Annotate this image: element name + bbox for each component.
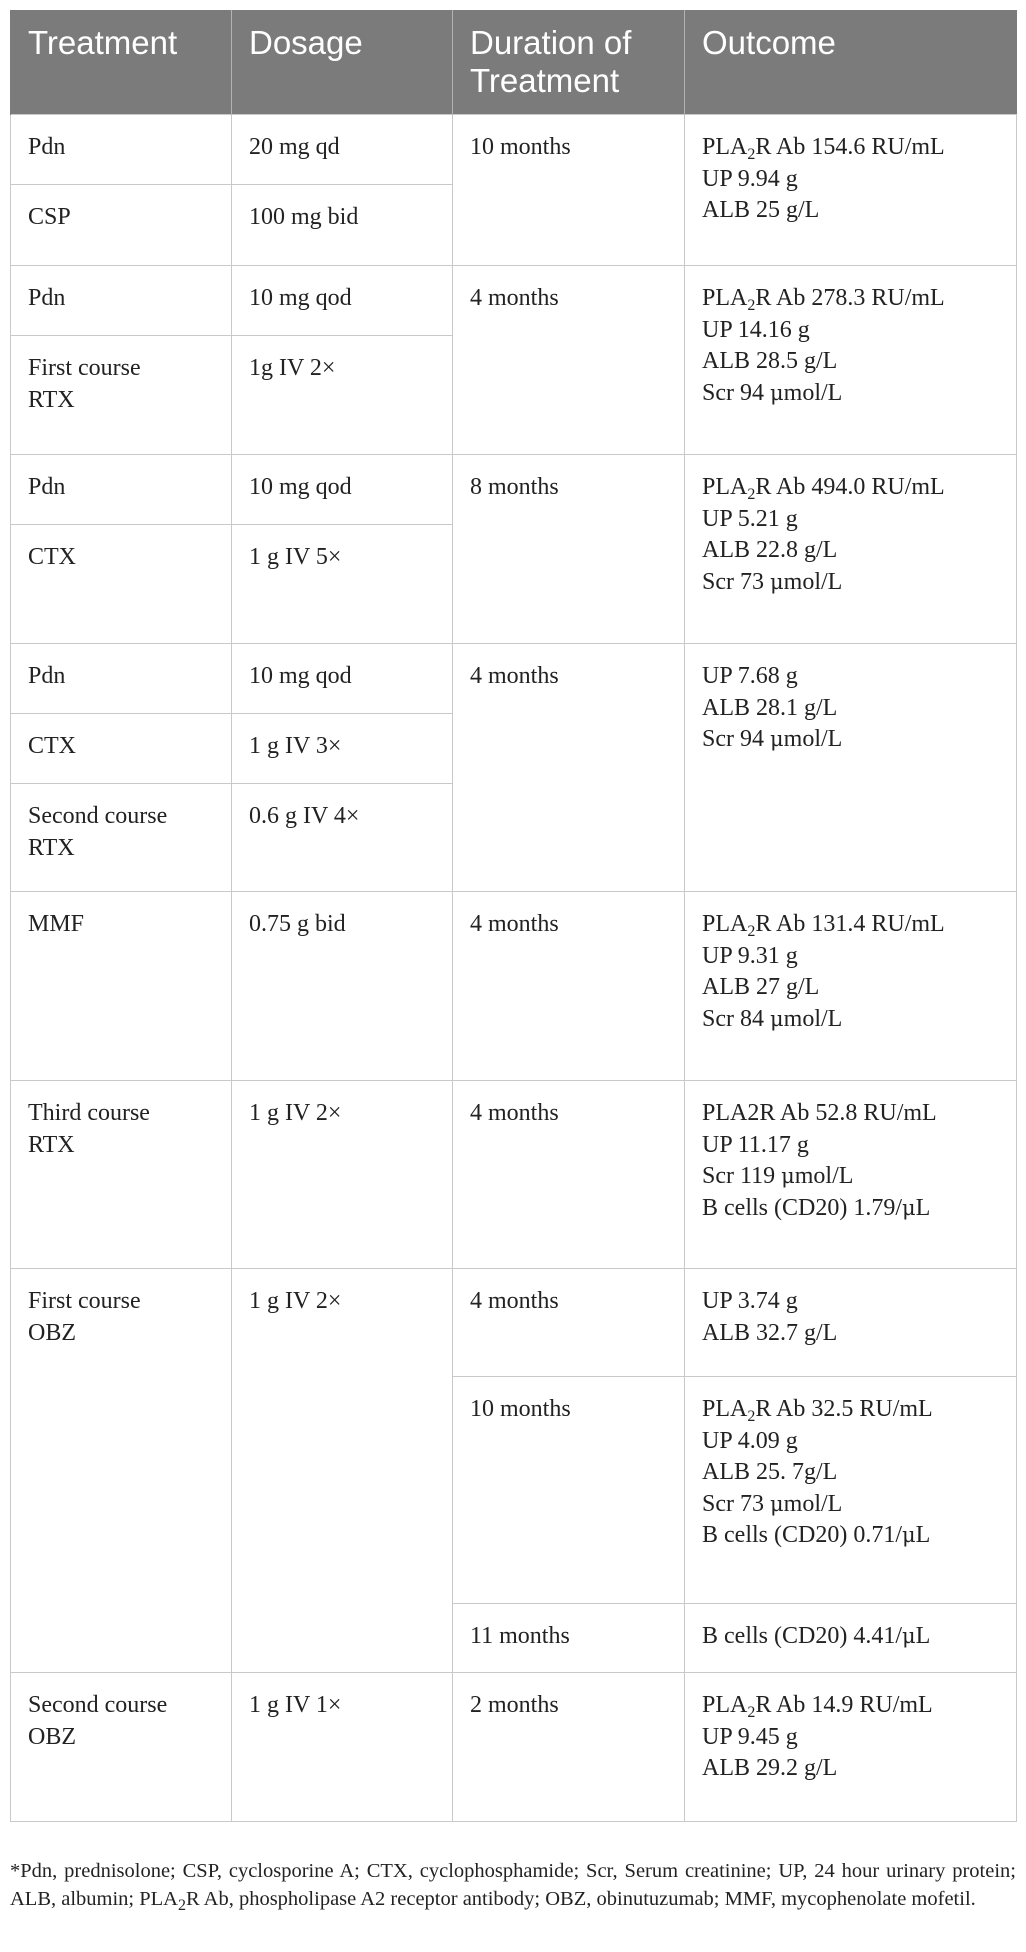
table-row <box>11 1081 1017 1269</box>
outcome-cell <box>685 1604 1017 1673</box>
outcome-line: ALB 25 g/L <box>702 197 820 223</box>
outcome-cell <box>685 644 1017 892</box>
duration-cell: 11 months <box>453 1604 685 1673</box>
treatment-cell: CSP <box>11 185 232 266</box>
outcome-cell <box>685 115 1017 266</box>
duration-cell: 8 months <box>453 455 685 644</box>
outcome-line: Scr 73 μmol/L <box>702 568 843 595</box>
dosage-cell: 10 mg qod <box>232 266 453 336</box>
table-row <box>11 1673 1017 1822</box>
outcome-line: B cells (CD20) 4.41/μL <box>702 1623 931 1649</box>
dosage-cell: 100 mg bid <box>232 185 453 266</box>
dosage-cell: 20 mg qd <box>232 115 453 185</box>
outcome-line: UP 9.31 g <box>702 942 798 969</box>
treatment-cell: Second course RTX <box>11 784 232 892</box>
treatment-cell: Second course OBZ <box>11 1673 232 1822</box>
outcome-line: ALB 22.8 g/L <box>702 537 838 563</box>
outcome-line: Scr 94 μmol/L <box>702 379 843 406</box>
duration-cell: 4 months <box>453 266 685 455</box>
outcome-line: UP 11.17 g <box>702 1131 809 1158</box>
duration-cell: 4 months <box>453 892 685 1081</box>
table-row <box>11 644 1017 714</box>
duration-cell: 4 months <box>453 1081 685 1269</box>
table-row <box>11 115 1017 185</box>
dosage-cell: 1 g IV 1× <box>232 1673 453 1822</box>
outcome-line: $PLA_2R$ Ab 32.5 RU/mL <box>702 1396 933 1425</box>
treatment-cell: First course RTX <box>11 336 232 455</box>
dosage-cell: 0.75 g bid <box>232 892 453 1081</box>
outcome-line: UP 4.09 g <box>702 1427 798 1454</box>
outcome-line: $PLA_2R$ Ab 154.6 RU/mL <box>702 134 945 163</box>
treatment-cell: Pdn <box>11 455 232 525</box>
outcome-line: Scr 119 μmol/L <box>702 1163 854 1189</box>
dosage-cell: 0.6 g IV 4× <box>232 784 453 892</box>
dosage-cell: 1 g IV 5× <box>232 525 453 644</box>
table-row <box>11 1269 1017 1377</box>
outcome-line: B cells (CD20) 0.71/μL <box>702 1522 931 1548</box>
duration-cell: 4 months <box>453 644 685 892</box>
header-dosage: Dosage <box>232 10 453 115</box>
outcome-cell <box>685 455 1017 644</box>
table-row <box>11 266 1017 336</box>
outcome-line: UP 9.94 g <box>702 165 798 192</box>
outcome-line: ALB 25. 7g/L <box>702 1459 838 1485</box>
outcome-line: ALB 28.5 g/L <box>702 348 838 374</box>
table-row <box>11 455 1017 525</box>
outcome-line: B cells (CD20) 1.79/μL <box>702 1194 931 1221</box>
treatment-cell: First course OBZ <box>11 1269 232 1673</box>
dosage-cell: 10 mg qod <box>232 455 453 525</box>
outcome-line: UP 3.74 g <box>702 1288 798 1314</box>
outcome-line: ALB 27 g/L <box>702 974 820 1000</box>
outcome-cell <box>685 1081 1017 1269</box>
outcome-line: $PLA_2R$ Ab 14.9 RU/mL <box>702 1692 933 1721</box>
outcome-cell <box>685 1269 1017 1377</box>
outcome-cell <box>685 1377 1017 1604</box>
duration-cell: 10 months <box>453 115 685 266</box>
duration-cell: 10 months <box>453 1377 685 1604</box>
table-footnote: *Pdn, prednisolone; CSP, cyclosporine A; CTX, cyclophosphamide; Scr, Serum creatinine; UP, 24 hour urinary protein; ALB, albumin; $PLA_2R$ Ab, phospholipase A2 receptor antibody; OBZ, obinutuzumab; MMF, mycophenolate mofetil. <box>10 1859 1016 1914</box>
outcome-line: PLA2R Ab 52.8 RU/mL <box>702 1100 937 1126</box>
outcome-line: UP 5.21 g <box>702 505 798 532</box>
header-treatment: Treatment <box>11 10 232 115</box>
outcome-line: ALB 28.1 g/L <box>702 694 838 721</box>
outcome-line: UP 14.16 g <box>702 316 810 343</box>
treatment-cell: Pdn <box>11 115 232 185</box>
outcome-line: $PLA_2R$ Ab 131.4 RU/mL <box>702 911 945 940</box>
dosage-cell: 10 mg qod <box>232 644 453 714</box>
header-duration: Duration of Treatment <box>453 10 685 115</box>
treatment-cell: Pdn <box>11 644 232 714</box>
treatment-cell: CTX <box>11 714 232 784</box>
outcome-line: UP 9.45 g <box>702 1723 798 1750</box>
dosage-cell: 1 g IV 3× <box>232 714 453 784</box>
treatment-cell: MMF <box>11 892 232 1081</box>
header-row <box>11 10 1017 115</box>
outcome-line: Scr 84 μmol/L <box>702 1005 843 1032</box>
outcome-line: UP 7.68 g <box>702 663 798 689</box>
treatment-cell: Pdn <box>11 266 232 336</box>
dosage-cell: 1g IV 2× <box>232 336 453 455</box>
dosage-cell: 1 g IV 2× <box>232 1269 453 1673</box>
duration-cell: 2 months <box>453 1673 685 1822</box>
treatment-table <box>10 10 1017 1822</box>
outcome-cell <box>685 892 1017 1081</box>
duration-cell: 4 months <box>453 1269 685 1377</box>
table-row <box>11 892 1017 1081</box>
header-outcome: Outcome <box>685 10 1017 115</box>
outcome-line: ALB 29.2 g/L <box>702 1755 838 1781</box>
dosage-cell: 1 g IV 2× <box>232 1081 453 1269</box>
outcome-cell <box>685 266 1017 455</box>
outcome-cell <box>685 1673 1017 1822</box>
outcome-line: Scr 73 μmol/L <box>702 1490 843 1517</box>
treatment-cell: Third course RTX <box>11 1081 232 1269</box>
outcome-line: $PLA_2R$ Ab 278.3 RU/mL <box>702 285 945 314</box>
treatment-cell: CTX <box>11 525 232 644</box>
outcome-line: ALB 32.7 g/L <box>702 1319 838 1346</box>
outcome-line: $PLA_2R$ Ab 494.0 RU/mL <box>702 474 945 503</box>
outcome-line: Scr 94 μmol/L <box>702 726 843 752</box>
